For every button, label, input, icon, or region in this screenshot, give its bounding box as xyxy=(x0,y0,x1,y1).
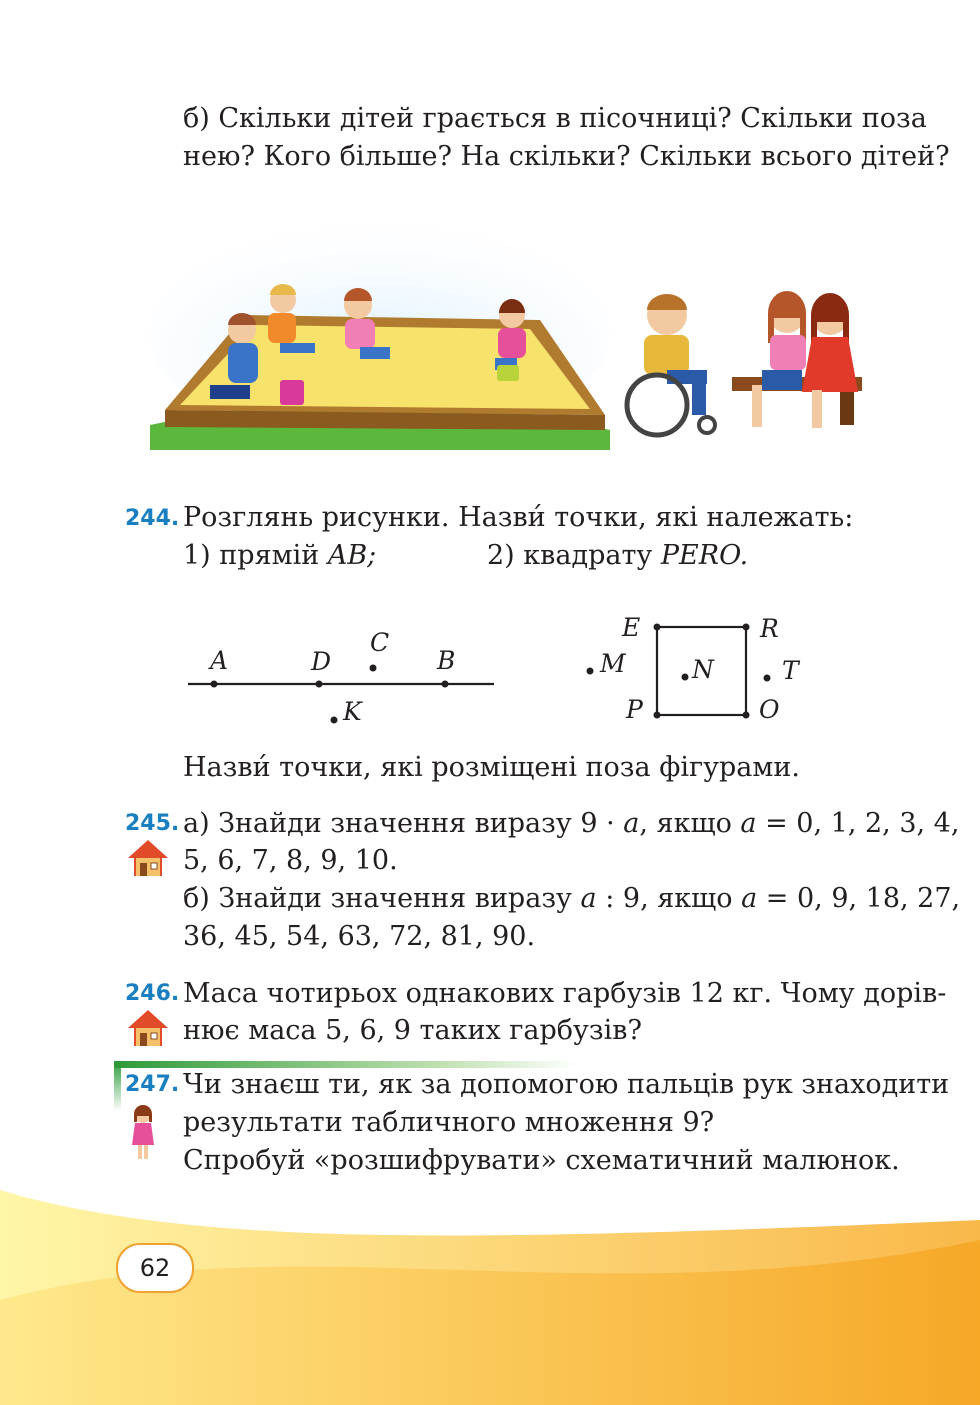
task-244-sub-1: 1) прямій AB; xyxy=(183,540,377,571)
task-246-number: 246. xyxy=(125,981,180,1006)
task-244-number: 244. xyxy=(125,506,180,531)
task-244-line-1: Розглянь рисунки. Назви́ точки, які належать: xyxy=(183,502,854,533)
wheelchair-boy xyxy=(627,294,715,435)
task-244-after: Назви́ точки, які розміщені поза фігурами. xyxy=(183,752,800,783)
task-247-line-1: Чи знаєш ти, як за допомогою пальців рук знаходити xyxy=(183,1069,950,1100)
intro-line-1: б) Скільки дітей грається в пісочниці? Скільки поза xyxy=(183,103,927,134)
page-number: 62 xyxy=(116,1243,194,1293)
task-245-b-line-2: 36, 45, 54, 63, 72, 81, 90. xyxy=(183,921,536,952)
point-d-label: D xyxy=(311,647,332,676)
girl-pink xyxy=(752,291,806,427)
intro-line-2: нею? Кого більше? На скільки? Скільки всього дітей? xyxy=(183,141,950,172)
point-m-label: M xyxy=(600,649,626,678)
point-e-label: E xyxy=(622,613,641,642)
line-ab-diagram xyxy=(180,620,510,730)
task-246-line-2: нює маса 5, 6, 9 таких гарбузів? xyxy=(183,1015,642,1046)
point-p-label: P xyxy=(626,695,643,724)
point-k-label: K xyxy=(343,697,362,726)
green-side-bar xyxy=(114,1061,121,1111)
task-245-number: 245. xyxy=(125,811,180,836)
task-245-a-line-1: а) Знайди значення виразу 9 · a, якщо a = 0, 1, 2, 3, 4, xyxy=(183,808,960,839)
bucket-icon xyxy=(497,365,519,381)
point-b-label: B xyxy=(437,646,456,675)
bucket-icon xyxy=(280,380,304,405)
children-outside-illustration xyxy=(612,285,867,450)
square-pero-diagram xyxy=(580,610,810,725)
point-a-label: A xyxy=(210,646,229,675)
sandbox-illustration xyxy=(150,225,610,455)
home-task-icon xyxy=(126,838,170,878)
task-247-number: 247. xyxy=(125,1072,180,1097)
home-task-icon xyxy=(126,1008,170,1048)
point-c-label: C xyxy=(370,628,390,657)
point-t-label: T xyxy=(782,656,799,685)
girl-character-icon xyxy=(130,1105,156,1163)
task-247-line-3: Спробуй «розшифрувати» схематичний малюнок. xyxy=(183,1145,900,1176)
point-o-label: O xyxy=(759,695,780,724)
task-245-a-line-2: 5, 6, 7, 8, 9, 10. xyxy=(183,845,398,876)
task-247-line-2: результати табличного множення 9? xyxy=(183,1107,715,1138)
point-r-label: R xyxy=(760,614,779,643)
task-244-sub-2: 2) квадрату PERO. xyxy=(487,540,749,571)
task-245-b-line-1: б) Знайди значення виразу a : 9, якщо a = 0, 9, 18, 27, xyxy=(183,883,961,914)
point-n-label: N xyxy=(692,655,714,684)
task-246-line-1: Маса чотирьох однакових гарбузів 12 кг. Чому дорів- xyxy=(183,978,947,1009)
